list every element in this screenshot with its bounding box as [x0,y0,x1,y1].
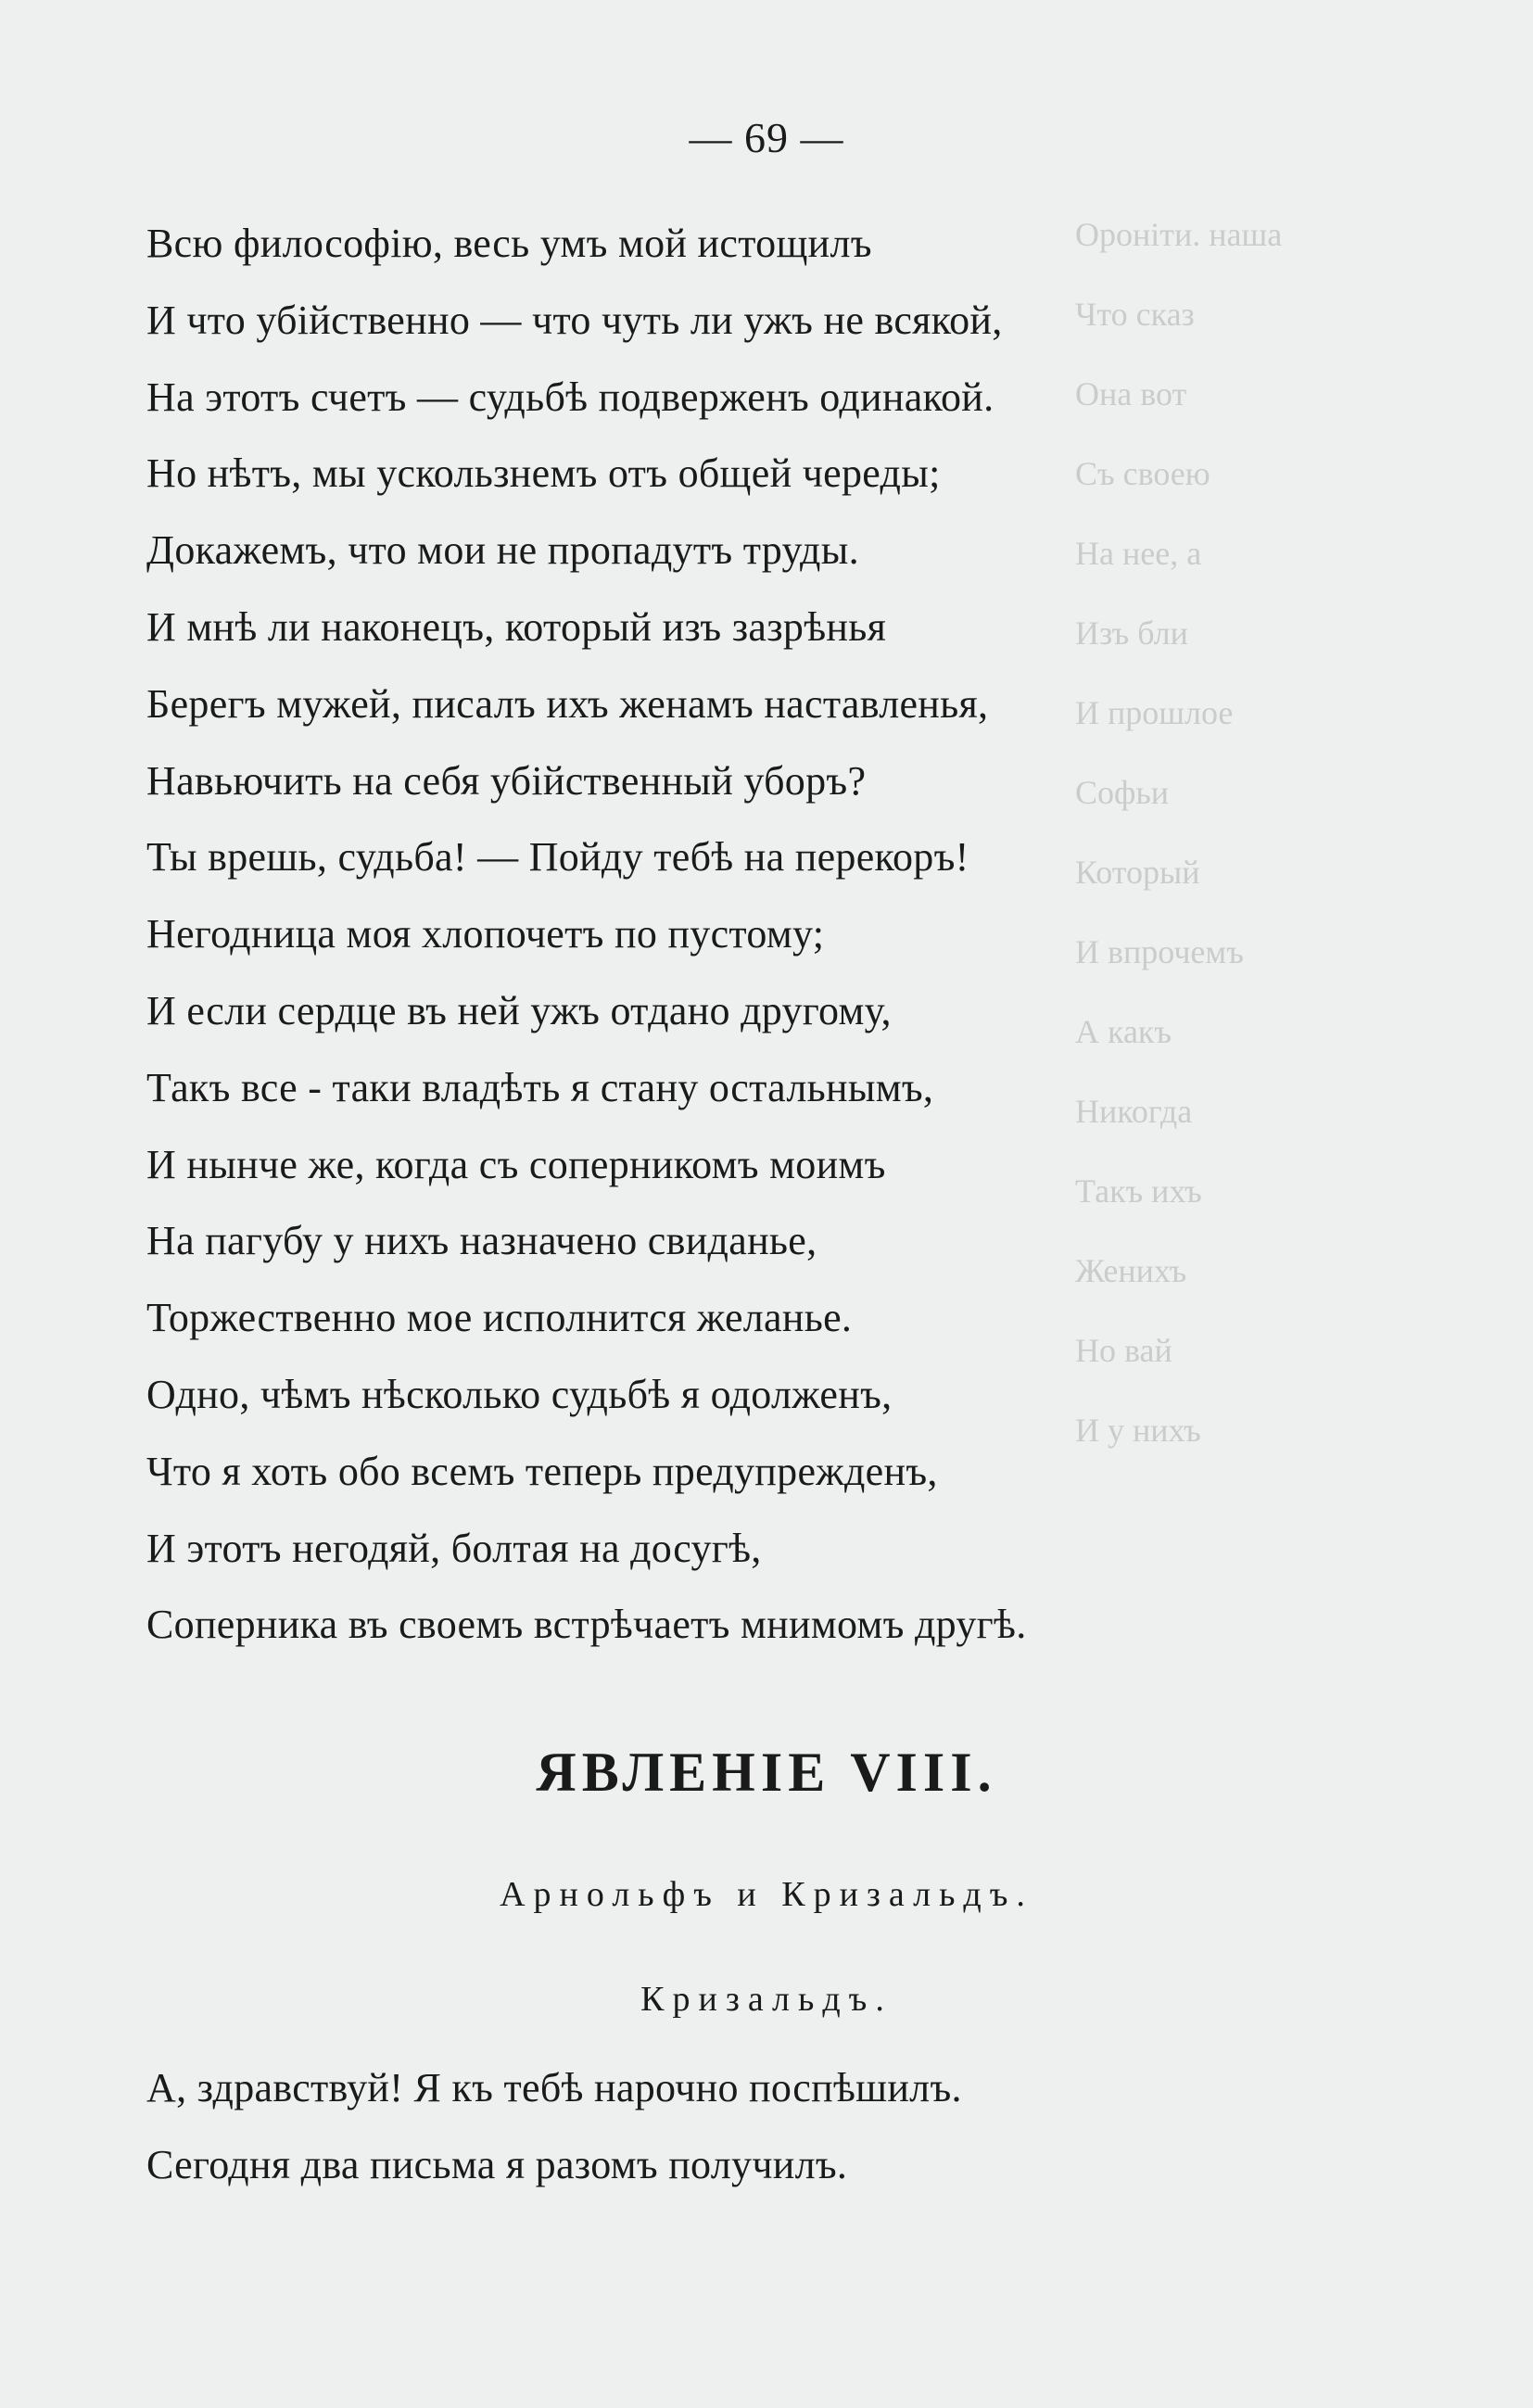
verse-line: И нынче же, когда съ соперникомъ моимъ [146,1141,886,1187]
verse-line: Негодница моя хлопочетъ по пустому; [146,911,825,957]
verse-line: Торжественно мое исполнится желанье. [146,1295,853,1341]
verse-line: Навьючить на себя убійственный уборъ? [146,757,867,804]
verse-line: Такъ все - таки владѣть я стану остальнымъ, [146,1064,934,1110]
verse-line: И этотъ негодяй, болтая на досугѣ, [146,1525,762,1571]
verse-line: И если сердце въ ней ужъ отдано другому, [146,987,892,1033]
page-number: — 69 — [689,114,844,161]
verse-line: Соперника въ своемъ встрѣчаетъ мнимомъ другѣ. [146,1602,1027,1648]
verse-line: Что я хоть обо всемъ теперь предупрежденъ, [146,1448,938,1494]
verse-line: Одно, чѣмъ нѣсколько судьбѣ я одолженъ, [146,1371,893,1417]
speaker-name: Кризальдъ. [640,1980,893,2019]
speech-line: А, здравствуй! Я къ тебѣ нарочно поспѣшилъ. [146,2065,962,2110]
verse-line: И мнѣ ли наконецъ, который изъ зазрѣнья [146,603,887,650]
verse-line: На этотъ счетъ — судьбѣ подверженъ одинакой. [146,374,995,420]
verse-line: Ты врешь, судьба! — Пойду тебѣ на перекоръ! [146,834,969,881]
speech-block [146,2050,1342,2204]
reverse-page-bleed-through: Ороніти. наша Что сказ Она вот Съ своею На нее, а Изъ бли И прошлое Софьи Который И впрочемъ А какъ Никогда Такъ ихъ Женихъ Но вай И у нихъ [1075,216,1283,1449]
verse-line: Докажемъ, что мои не пропадутъ труды. [146,527,859,574]
verse-line: И что убійственно — что чуть ли ужъ не всякой, [146,297,1003,343]
verse-block [146,206,1342,1664]
scene-characters: Арнольфъ и Кризальдъ. [500,1875,1033,1914]
verse-line: Берегъ мужей, писалъ ихъ женамъ наставленья, [146,680,989,727]
verse-line: Но нѣтъ, мы ускользнемъ отъ общей череды; [146,450,941,497]
scene-title: ЯВЛЕНІЕ VIII. [536,1742,997,1803]
verse-line: Всю философію, весь умъ мой истощилъ [146,221,872,266]
verse-line: На пагубу у нихъ назначено свиданье, [146,1218,817,1264]
speech-line: Сегодня два письма я разомъ получилъ. [146,2141,848,2187]
